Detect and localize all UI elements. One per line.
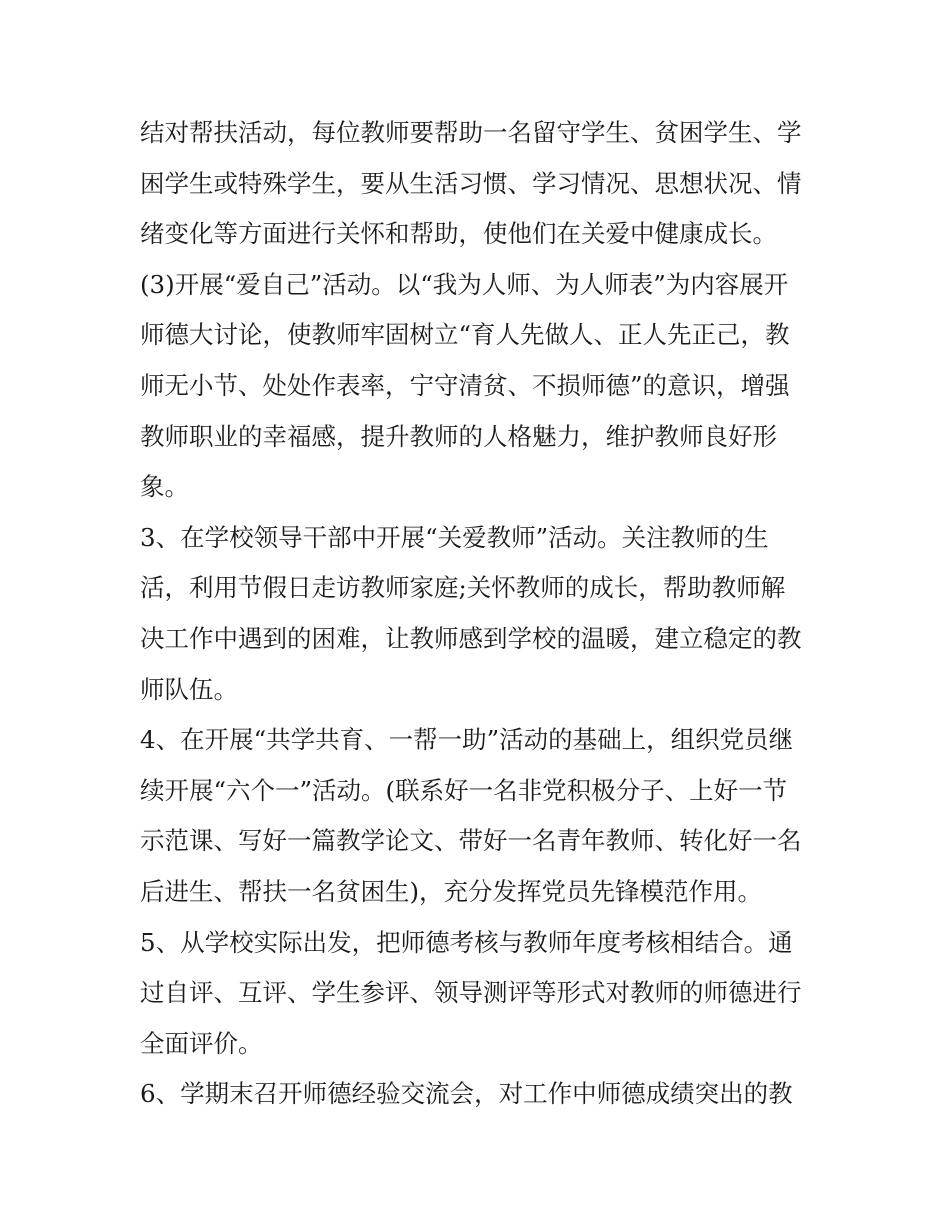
text-line: 绪变化等方面进行关怀和帮助，使他们在关爱中健康成长。 — [140, 219, 777, 249]
text-line: 全面评价。 — [140, 1028, 263, 1058]
text-line: 5、从学校实际出发，把师德考核与教师年度考核相结合。通 — [140, 927, 793, 957]
text-line: 3、在学校领导干部中开展“关爱教师”活动。关注教师的生 — [140, 522, 769, 552]
text-line: 活，利用节假日走访教师家庭;关怀教师的成长，帮助教师解 — [140, 573, 786, 603]
text-line: 示范课、写好一篇教学论文、带好一名青年教师、转化好一名 — [140, 826, 802, 856]
text-line: (3)开展“爱自己”活动。以“我为人师、为人师表”为内容展开 — [140, 269, 789, 299]
document-body — [140, 108, 830, 1120]
text-line: 象。 — [140, 472, 189, 502]
text-line: 过自评、互评、学生参评、领导测评等形式对教师的师德进行 — [140, 978, 802, 1008]
text-line: 后进生、帮扶一名贫困生)，充分发挥党员先锋模范作用。 — [140, 876, 763, 906]
text-line: 困学生或特殊学生，要从生活习惯、学习情况、思想状况、情 — [140, 168, 802, 198]
text-line: 师无小节、处处作表率，宁守清贫、不损师德”的意识，增强 — [140, 370, 790, 400]
text-line: 4、在开展“共学共育、一帮一助”活动的基础上，组织党员继 — [140, 725, 794, 755]
text-line: 续开展“六个一”活动。(联系好一名非党积极分子、上好一节 — [140, 775, 788, 805]
text-line: 教师职业的幸福感，提升教师的人格魅力，维护教师良好形 — [140, 421, 777, 451]
text-line: 6、学期末召开师德经验交流会，对工作中师德成绩突出的教 — [140, 1079, 793, 1109]
text-line: 师德大讨论，使教师牢固树立“育人先做人、正人先正己，教 — [140, 320, 790, 350]
text-line: 决工作中遇到的困难，让教师感到学校的温暖，建立稳定的教 — [140, 623, 802, 653]
text-line: 师队伍。 — [140, 674, 238, 704]
text-line: 结对帮扶活动，每位教师要帮助一名留守学生、贫困学生、学 — [140, 118, 802, 147]
